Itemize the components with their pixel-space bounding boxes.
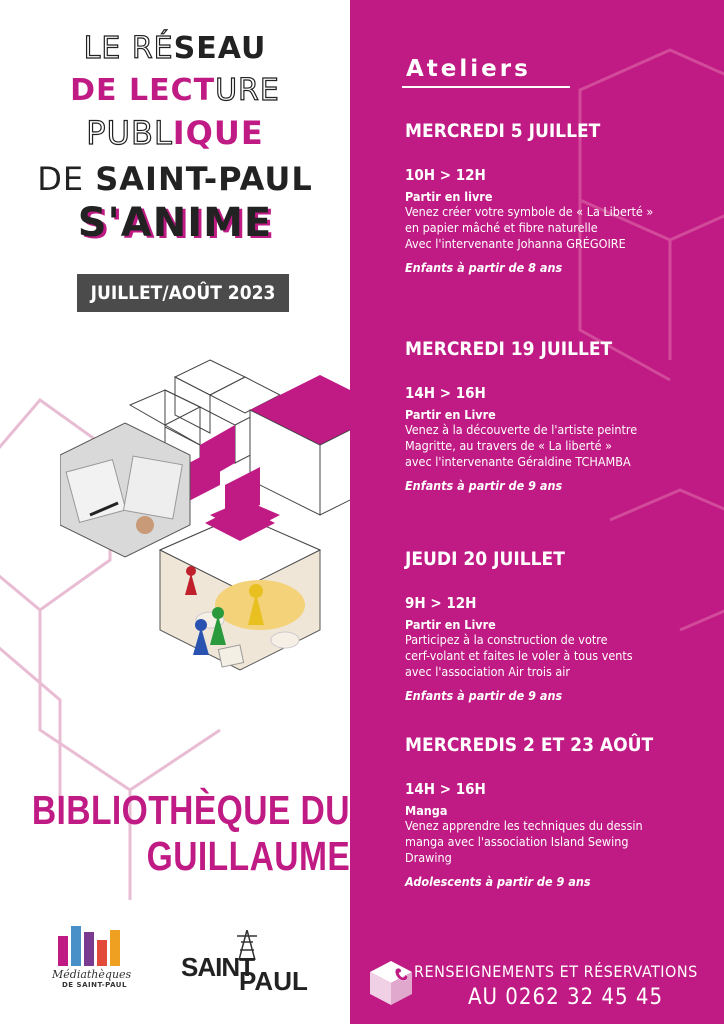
title-line-1-outline: LE RÉ (83, 31, 174, 66)
left-panel (0, 0, 350, 1024)
atelier-time: 14H > 16H (405, 780, 486, 798)
atelier-time: 14H > 16H (405, 384, 486, 402)
info-phone[interactable]: AU 0262 32 45 45 (468, 985, 664, 1010)
logo-bar (97, 940, 107, 966)
saint-paul-logo-paul: PAUL (239, 966, 308, 996)
atelier-description: Participez à la construction de votre cerf-volant et faites le voler à tous vents avec l'association Air trois air (405, 632, 633, 679)
library-name-line-1: BIBLIOTHÈQUE DU (31, 787, 350, 833)
title-line-3 (0, 114, 350, 152)
atelier-activity: Manga (405, 803, 448, 818)
title-line-4 (0, 160, 350, 198)
saint-paul-logo-saint: SAINT (181, 952, 254, 982)
cube-illustration (60, 355, 350, 685)
logo-bar (110, 930, 120, 966)
atelier-description: Venez créer votre symbole de « La Liberté » en papier mâché et fibre naturelle Avec l'intervenante Johanna GRÉGOIRE (405, 204, 654, 251)
saint-paul-logo (181, 930, 308, 1010)
atelier-activity: Partir en Livre (405, 617, 496, 632)
info-label: RENSEIGNEMENTS ET RÉSERVATIONS (414, 962, 698, 981)
atelier-activity: Partir en Livre (405, 407, 496, 422)
logo-bar (58, 936, 68, 966)
atelier-day: JEUDI 20 JUILLET (405, 548, 565, 570)
mediatheques-logo-bars (58, 924, 136, 966)
title-line-1 (0, 31, 350, 66)
title-line-1-bold: SEAU (173, 31, 267, 66)
mediatheques-logo-sub: DE SAINT-PAUL (62, 981, 127, 989)
title-line-3-outline: PUBL (86, 114, 173, 152)
title-sanime: S'ANIME (77, 200, 273, 246)
title-line-2-bold: DE LECT (70, 73, 216, 108)
atelier-item (405, 548, 724, 703)
title-line-5 (0, 200, 350, 246)
atelier-day: MERCREDI 5 JUILLET (405, 120, 601, 142)
atelier-description: Venez apprendre les techniques du dessin manga avec l'association Island Sewing Drawing (405, 818, 643, 865)
atelier-day: MERCREDI 19 JUILLET (405, 338, 613, 360)
title-line-2 (0, 73, 350, 108)
atelier-item (405, 120, 724, 275)
title-line-4-thin: DE (37, 160, 96, 198)
logo-bar (84, 932, 94, 966)
phone-cube-icon (366, 957, 416, 1007)
atelier-audience: Enfants à partir de 8 ans (405, 260, 563, 275)
mediatheques-logo-script: Médiathèques (52, 968, 132, 981)
ateliers-underline (402, 86, 570, 88)
atelier-activity: Partir en livre (405, 189, 493, 204)
period-badge: JUILLET/AOÛT 2023 (77, 274, 289, 312)
right-panel (350, 0, 724, 1024)
title-line-4-bold: SAINT-PAUL (95, 160, 313, 198)
atelier-audience: Enfants à partir de 9 ans (405, 688, 563, 703)
atelier-description: Venez à la découverte de l'artiste peintre Magritte, au travers de « La liberté » avec l'intervenante Géraldine TCHAMBA (405, 422, 638, 469)
title-line-3-bold: IQUE (172, 114, 264, 152)
logo-bar (71, 926, 81, 966)
magenta-cube-top-right (250, 375, 350, 515)
library-name-line-2: GUILLAUME (146, 833, 350, 879)
mediatheques-logo (52, 924, 136, 1004)
title-line-2-outline: URE (215, 73, 280, 108)
drawing-photo-hexagon (60, 423, 190, 557)
atelier-day: MERCREDIS 2 ET 23 AOÛT (405, 734, 654, 756)
atelier-time: 9H > 12H (405, 594, 477, 612)
atelier-item (405, 338, 724, 493)
ateliers-heading: Ateliers (406, 56, 531, 82)
atelier-item (405, 734, 724, 889)
atelier-audience: Adolescents à partir de 9 ans (405, 874, 591, 889)
atelier-time: 10H > 12H (405, 166, 486, 184)
atelier-audience: Enfants à partir de 9 ans (405, 478, 563, 493)
